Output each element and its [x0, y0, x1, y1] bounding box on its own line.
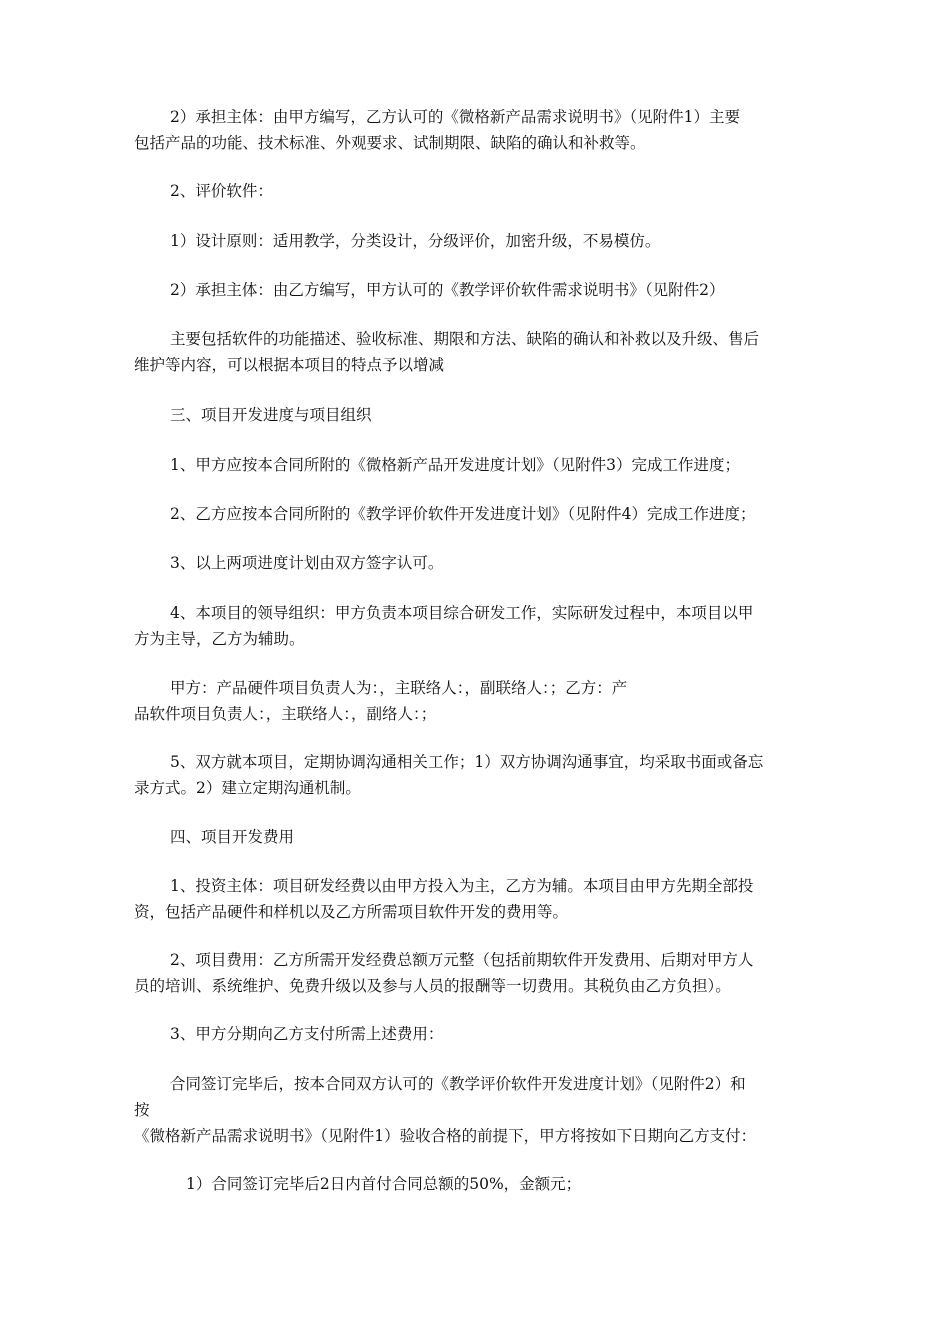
- section-heading-costs: [134, 824, 824, 850]
- text-line: 甲方：产品硬件项目负责人为：，主联络人：，副联络人：；乙方：产: [170, 679, 628, 697]
- paragraph-contacts: [134, 675, 824, 727]
- paragraph-party-a-schedule: [134, 452, 824, 478]
- text-line: 维护等内容，可以根据本项目的特点予以增减: [134, 356, 445, 374]
- text-line: 按: [134, 1101, 150, 1119]
- paragraph-first-payment: [134, 1171, 824, 1197]
- text-line: 1）合同签订完毕后2日内首付合同总额的50%，金额元；: [186, 1175, 582, 1193]
- paragraph-leadership: [134, 600, 824, 652]
- section-heading-schedule: [134, 402, 824, 428]
- paragraph-deliverable-hardware-responsibility: [134, 104, 824, 156]
- paragraph-schedule-approval: [134, 550, 824, 576]
- text-line: 方为主导，乙方为辅助。: [134, 630, 305, 648]
- text-line: 3、甲方分期向乙方支付所需上述费用：: [170, 1025, 444, 1043]
- paragraph-design-principles: [134, 228, 824, 254]
- text-line: 1、甲方应按本合同所附的《微格新产品开发进度计划》（见附件3）完成工作进度；: [170, 456, 740, 474]
- text-line: 4、本项目的领导组织：甲方负责本项目综合研发工作，实际研发过程中，本项目以甲: [170, 604, 754, 622]
- paragraph-software-responsibility: [134, 277, 824, 303]
- text-line: 5、双方就本项目，定期协调沟通相关工作；1）双方协调沟通事宜，均采取书面或备忘: [170, 753, 764, 771]
- text-line: 包括产品的功能、技术标准、外观要求、试制期限、缺陷的确认和补救等。: [134, 134, 646, 152]
- text-line: 2、项目费用：乙方所需开发经费总额万元整（包括前期软件开发费用、后期对甲方人: [170, 951, 754, 969]
- text-line: 《微格新产品需求说明书》（见附件1）验收合格的前提下，甲方将按如下日期向乙方支付：: [134, 1127, 757, 1145]
- paragraph-investment: [134, 873, 824, 925]
- paragraph-payment-installments: [134, 1021, 824, 1047]
- text-line: 员的培训、系统维护、免费升级以及参与人员的报酬等一切费用。其税负由乙方负担）。: [134, 977, 731, 995]
- text-line: 录方式。2）建立定期沟通机制。: [134, 779, 361, 797]
- text-line: 2、乙方应按本合同所附的《教学评价软件开发进度计划》（见附件4）完成工作进度；: [170, 505, 756, 523]
- paragraph-project-costs: [134, 947, 824, 999]
- paragraph-software-contents: [134, 326, 824, 378]
- paragraph-evaluation-software-heading: [134, 178, 824, 204]
- text-line: 三、项目开发进度与项目组织: [170, 406, 372, 424]
- text-line: 合同签订完毕后，按本合同双方认可的《教学评价软件开发进度计划》（见附件2）和: [170, 1075, 746, 1093]
- paragraph-communication: [134, 749, 824, 801]
- text-line: 2）承担主体：由甲方编写，乙方认可的《微格新产品需求说明书》（见附件1）主要: [170, 108, 740, 126]
- text-line: 1、投资主体：项目研发经费以由甲方投入为主，乙方为辅。本项目由甲方先期全部投: [170, 877, 754, 895]
- text-line: 1）设计原则：适用教学，分类设计，分级评价，加密升级，不易模仿。: [170, 232, 661, 250]
- paragraph-party-b-schedule: [134, 501, 824, 527]
- text-line: 四、项目开发费用: [170, 828, 295, 846]
- text-line: 品软件项目负责人：，主联络人：，副络人：；: [134, 705, 437, 723]
- text-line: 主要包括软件的功能描述、验收标准、期限和方法、缺陷的确认和补救以及升级、售后: [170, 330, 760, 348]
- text-line: 2、评价软件：: [170, 182, 273, 200]
- text-line: 2）承担主体：由乙方编写，甲方认可的《教学评价软件需求说明书》（见附件2）: [170, 281, 725, 299]
- text-line: 3、以上两项进度计划由双方签字认可。: [170, 554, 444, 572]
- text-line: 资，包括产品硬件和样机以及乙方所需项目软件开发的费用等。: [134, 903, 569, 921]
- paragraph-payment-conditions: [134, 1071, 824, 1149]
